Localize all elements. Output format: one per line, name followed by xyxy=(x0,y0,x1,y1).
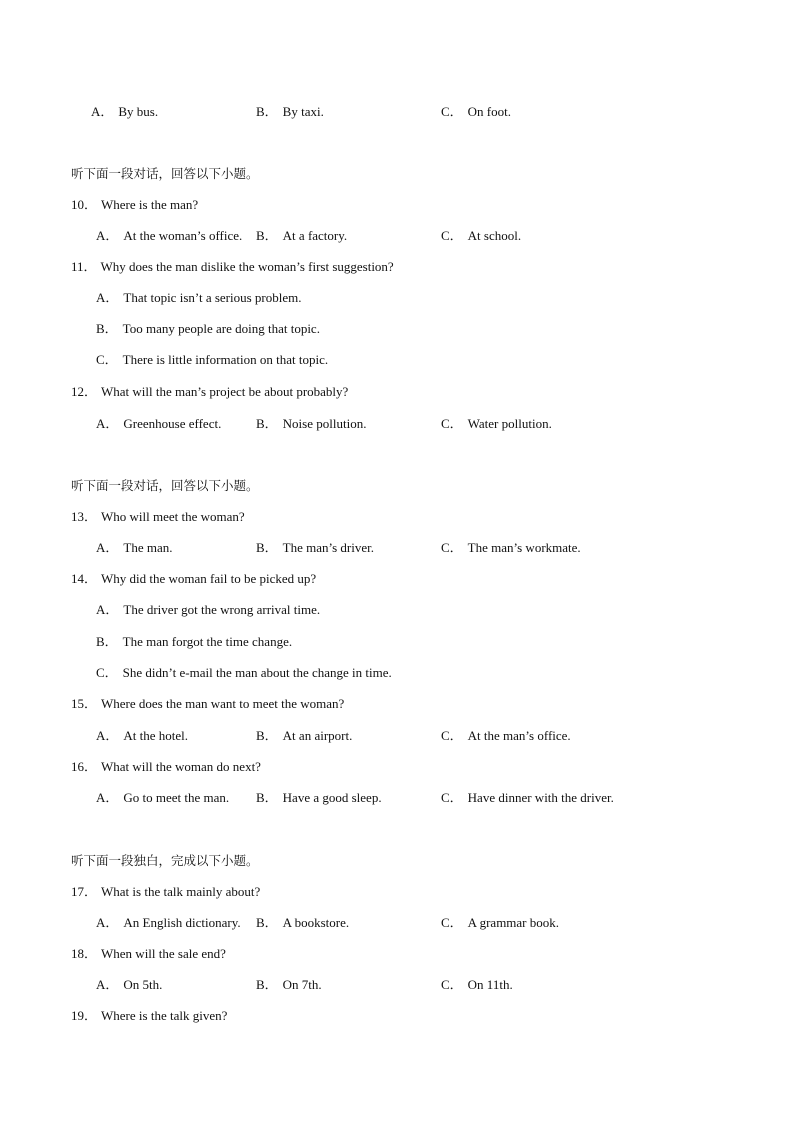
section-instruction: 听下面一段对话，回答以下小题。 xyxy=(71,166,259,181)
q15-option-a[interactable]: A． At the hotel. xyxy=(96,728,189,743)
q12-option-a[interactable]: A． Greenhouse effect. xyxy=(96,416,222,431)
q18-option-a[interactable]: A． On 5th. xyxy=(96,977,163,992)
section-instruction: 听下面一段对话，回答以下小题。 xyxy=(71,478,259,493)
option-a[interactable]: A． By bus. xyxy=(91,104,159,119)
q13-option-c[interactable]: C． The man’s workmate. xyxy=(441,540,581,555)
q15-option-b[interactable]: B． At an airport. xyxy=(256,728,353,743)
q14-option-c[interactable]: C． She didn’t e-mail the man about the change in time. xyxy=(96,665,392,680)
q12-option-b[interactable]: B． Noise pollution. xyxy=(256,416,367,431)
q16-option-c[interactable]: C． Have dinner with the driver. xyxy=(441,790,614,805)
q11-option-c[interactable]: C． There is little information on that topic. xyxy=(96,352,329,367)
q10-option-c[interactable]: C． At school. xyxy=(441,228,522,243)
question-10: 10． Where is the man? xyxy=(71,197,199,212)
q12-option-c[interactable]: C． Water pollution. xyxy=(441,416,552,431)
q17-option-c[interactable]: C． A grammar book. xyxy=(441,915,560,930)
q16-option-a[interactable]: A． Go to meet the man. xyxy=(96,790,230,805)
q13-option-b[interactable]: B． The man’s driver. xyxy=(256,540,375,555)
q16-option-b[interactable]: B． Have a good sleep. xyxy=(256,790,382,805)
q18-option-c[interactable]: C． On 11th. xyxy=(441,977,513,992)
section-instruction: 听下面一段独白，完成以下小题。 xyxy=(71,853,259,868)
question-19: 19． Where is the talk given? xyxy=(71,1008,228,1023)
question-18: 18． When will the sale end? xyxy=(71,946,226,961)
q13-option-a[interactable]: A． The man. xyxy=(96,540,173,555)
question-16: 16． What will the woman do next? xyxy=(71,759,261,774)
question-11: 11． Why does the man dislike the woman’s first suggestion? xyxy=(71,259,394,274)
question-12: 12． What will the man’s project be about probably? xyxy=(71,384,349,399)
option-c[interactable]: C． On foot. xyxy=(441,104,512,119)
q18-option-b[interactable]: B． On 7th. xyxy=(256,977,322,992)
q10-option-b[interactable]: B． At a factory. xyxy=(256,228,348,243)
option-b[interactable]: B． By taxi. xyxy=(256,104,324,119)
q15-option-c[interactable]: C． At the man’s office. xyxy=(441,728,571,743)
question-14: 14． Why did the woman fail to be picked up? xyxy=(71,571,317,586)
question-13: 13． Who will meet the woman? xyxy=(71,509,245,524)
q14-option-a[interactable]: A． The driver got the wrong arrival time. xyxy=(96,602,321,617)
q11-option-b[interactable]: B． Too many people are doing that topic. xyxy=(96,321,320,336)
q10-option-a[interactable]: A． At the woman’s office. xyxy=(96,228,243,243)
q17-option-a[interactable]: A． An English dictionary. xyxy=(96,915,241,930)
q17-option-b[interactable]: B． A bookstore. xyxy=(256,915,350,930)
q11-option-a[interactable]: A． That topic isn’t a serious problem. xyxy=(96,290,302,305)
question-17: 17． What is the talk mainly about? xyxy=(71,884,261,899)
q14-option-b[interactable]: B． The man forgot the time change. xyxy=(96,634,293,649)
question-15: 15． Where does the man want to meet the woman? xyxy=(71,696,345,711)
